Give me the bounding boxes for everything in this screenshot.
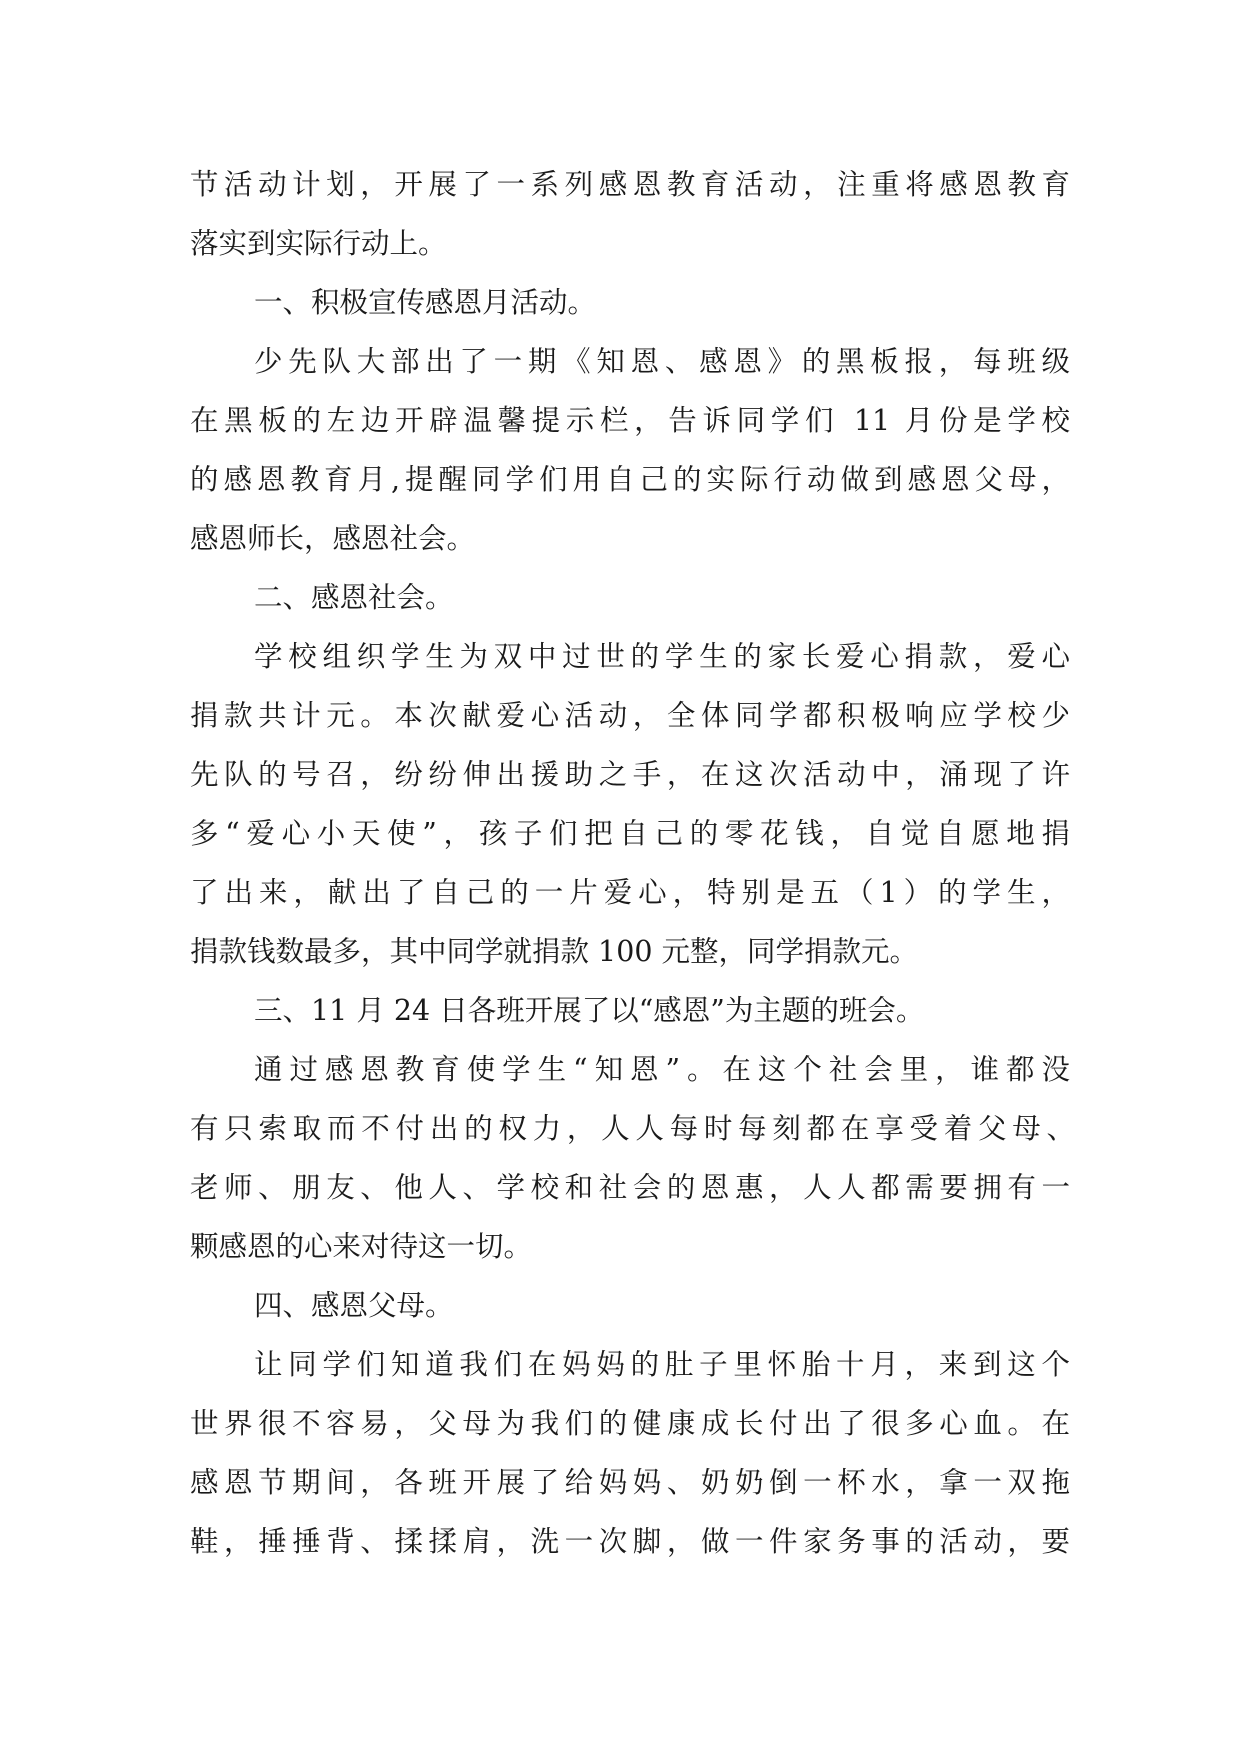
text-line: 颗感恩的心来对待这一切。 [190,1230,533,1263]
text-line: 落实到实际行动上。 [190,227,447,260]
text-line: 捐款共计元。本次献爱心活动，全体同学都积极响应学校少 [190,699,1070,732]
text-line: 有只索取而不付出的权力，人人每时每刻都在享受着父母、 [190,1112,1075,1145]
section-heading: 二、感恩社会。 [254,581,454,614]
body-text [190,155,1075,1571]
text-line: 通过感恩教育使学生“知恩”。在这个社会里，谁都没 [254,1053,1070,1086]
section-heading: 四、感恩父母。 [254,1289,454,1322]
text-line: 鞋，捶捶背、揉揉肩，洗一次脚，做一件家务事的活动，要 [190,1525,1070,1558]
text-line: 了出来，献出了自己的一片爱心，特别是五（1）的学生， [190,876,1070,909]
text-line: 多“爱心小天使”，孩子们把自己的零花钱，自觉自愿地捐 [190,817,1070,850]
text-line: 在黑板的左边开辟温馨提示栏，告诉同学们 11 月份是学校 [190,404,1070,437]
text-line: 先队的号召，纷纷伸出援助之手，在这次活动中，涌现了许 [190,758,1070,791]
text-line: 节活动计划，开展了一系列感恩教育活动，注重将感恩教育 [190,168,1070,201]
text-line: 老师、朋友、他人、学校和社会的恩惠，人人都需要拥有一 [190,1171,1070,1204]
text-line: 的感恩教育月,提醒同学们用自己的实际行动做到感恩父母， [190,463,1070,496]
text-line: 让同学们知道我们在妈妈的肚子里怀胎十月，来到这个 [254,1348,1070,1381]
text-line: 学校组织学生为双中过世的学生的家长爱心捐款，爱心 [254,640,1070,673]
section-heading: 一、积极宣传感恩月活动。 [254,286,597,319]
text-line: 感恩师长，感恩社会。 [190,522,476,555]
text-line: 少先队大部出了一期《知恩、感恩》的黑板报，每班级 [254,345,1070,378]
section-heading: 三、11 月 24 日各班开展了以“感恩”为主题的班会。 [254,994,925,1027]
text-line: 捐款钱数最多，其中同学就捐款 100 元整，同学捐款元。 [190,935,919,968]
text-line: 世界很不容易，父母为我们的健康成长付出了很多心血。在 [190,1407,1070,1440]
text-line: 感恩节期间，各班开展了给妈妈、奶奶倒一杯水，拿一双拖 [190,1466,1070,1499]
